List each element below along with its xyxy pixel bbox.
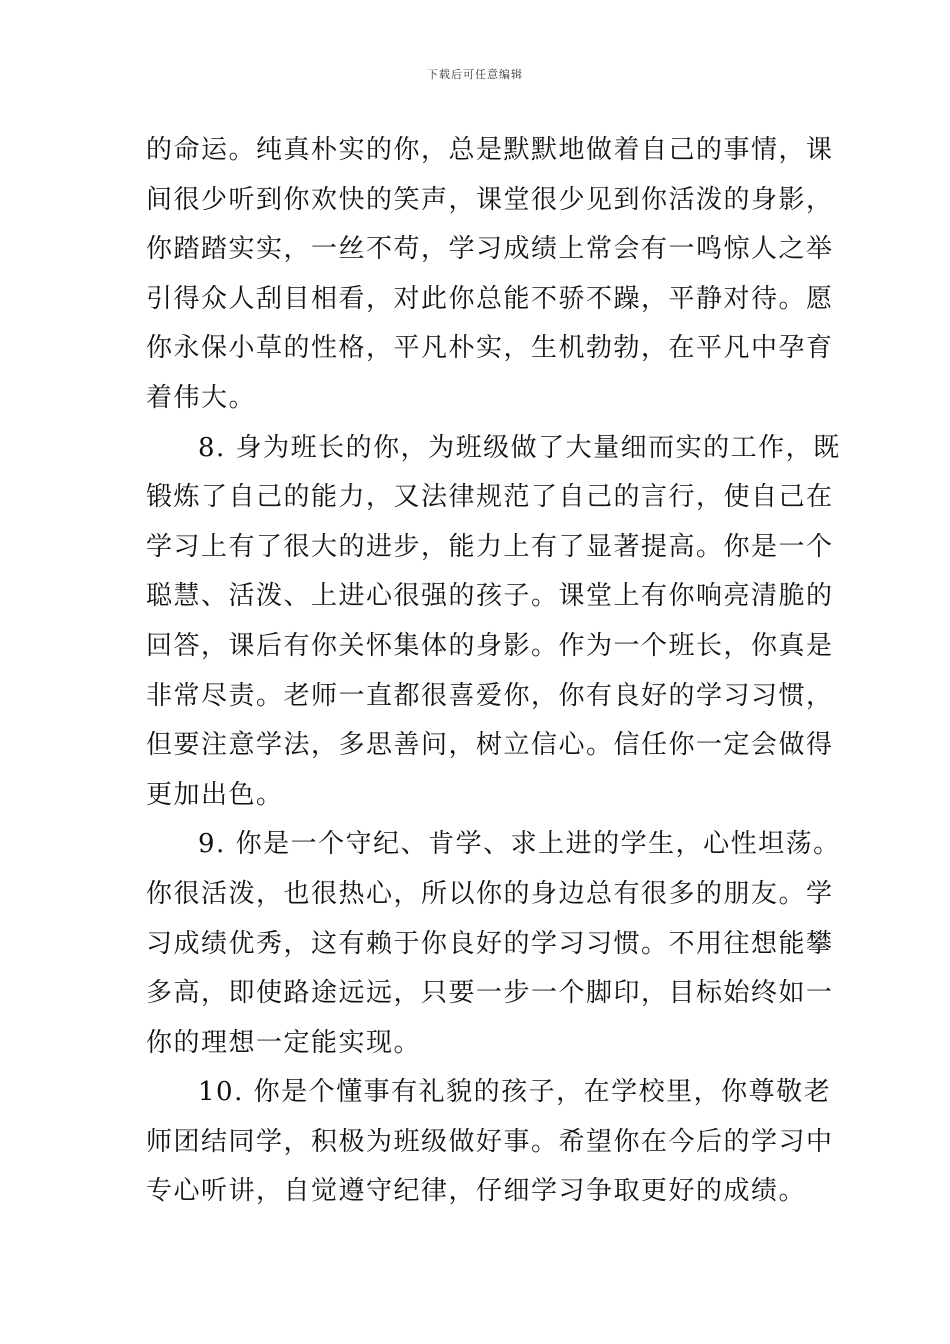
text-line: 你的理想一定能实现。 [146, 1027, 422, 1058]
text-line: 你踏踏实实，一丝不苟，学习成绩上常会有一鸣惊人之举 [146, 234, 834, 265]
document-body [146, 126, 841, 1217]
paragraph-item-8 [146, 424, 841, 821]
text-line: 但要注意学法，多思善问，树立信心。信任你一定会做得 [146, 730, 834, 761]
text-line: 10. 你是个懂事有礼貌的孩子，在学校里，你尊敬老 [198, 1077, 832, 1108]
text-line: 9. 你是一个守纪、肯学、求上进的学生，心性坦荡。 [198, 829, 841, 860]
text-line: 多高，即使路途远远，只要一步一个脚印，目标始终如一 [146, 978, 834, 1009]
text-line: 师团结同学，积极为班级做好事。希望你在今后的学习中 [146, 1126, 834, 1157]
header-note: 下载后可任意编辑 [427, 68, 523, 81]
text-line: 间很少听到你欢快的笑声，课堂很少见到你活泼的身影， [146, 184, 834, 215]
text-line: 更加出色。 [146, 779, 284, 810]
text-line: 着伟大。 [146, 382, 257, 413]
paragraph-item-10 [146, 1068, 834, 1217]
text-line: 引得众人刮目相看，对此你总能不骄不躁，平静对待。愿 [146, 283, 834, 314]
text-line: 学习上有了很大的进步，能力上有了显著提高。你是一个 [146, 531, 834, 562]
text-line: 专心听讲，自觉遵守纪律，仔细学习争取更好的成绩。 [146, 1176, 807, 1207]
paragraph-item-9 [146, 820, 841, 1068]
paragraph-continued [146, 126, 834, 424]
text-line: 的命运。纯真朴实的你，总是默默地做着自己的事情，课 [146, 135, 834, 165]
text-line: 锻炼了自己的能力，又法律规范了自己的言行，使自己在 [146, 482, 834, 513]
text-line: 8. 身为班长的你，为班级做了大量细而实的工作，既 [198, 432, 841, 463]
text-line: 你很活泼，也很热心，所以你的身边总有很多的朋友。学 [146, 878, 834, 909]
text-line: 你永保小草的性格，平凡朴实，生机勃勃，在平凡中孕育 [146, 333, 834, 364]
text-line: 聪慧、活泼、上进心很强的孩子。课堂上有你响亮清脆的 [146, 581, 834, 612]
text-line: 回答，课后有你关怀集体的身影。作为一个班长，你真是 [146, 630, 834, 661]
text-line: 非常尽责。老师一直都很喜爱你，你有良好的学习习惯， [146, 680, 834, 711]
text-line: 习成绩优秀，这有赖于你良好的学习习惯。不用往想能攀 [146, 928, 834, 959]
